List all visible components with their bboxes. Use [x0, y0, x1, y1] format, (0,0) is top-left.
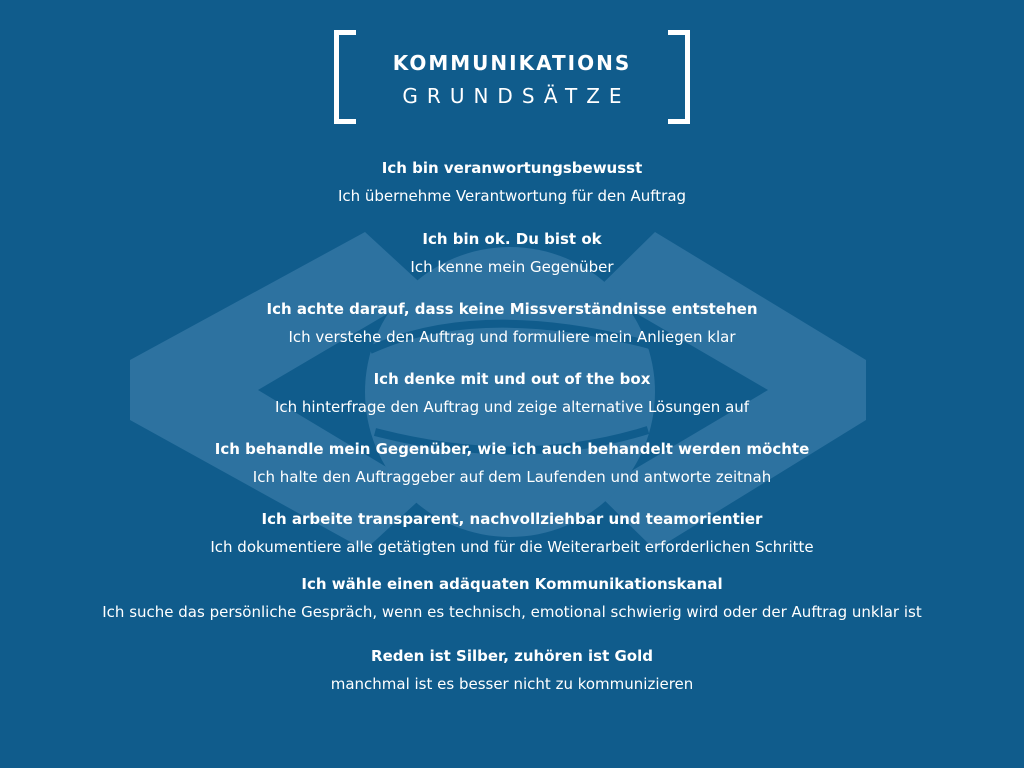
- principle-item: [0, 158, 1024, 206]
- page-title: KOMMUNIKATIONS: [392, 51, 632, 75]
- principle-heading: Ich bin veranwortungsbewusst: [381, 159, 643, 177]
- principle-description: manchmal ist es besser nicht zu kommunizieren: [330, 675, 694, 693]
- principle-heading: Ich wähle einen adäquaten Kommunikationskanal: [301, 575, 723, 593]
- principle-item: [0, 299, 1024, 347]
- principle-item: [0, 229, 1024, 277]
- principle-item: [0, 369, 1024, 417]
- principle-heading: Ich denke mit und out of the box: [373, 370, 651, 388]
- principle-item: [0, 439, 1024, 487]
- principle-description: Ich kenne mein Gegenüber: [410, 258, 614, 276]
- principle-item: [0, 574, 1024, 622]
- principle-description: Ich übernehme Verantwortung für den Auftrag: [337, 187, 687, 205]
- principle-description: Ich verstehe den Auftrag und formuliere mein Anliegen klar: [288, 328, 736, 346]
- principle-description: Ich halte den Auftraggeber auf dem Laufenden und antworte zeitnah: [252, 468, 772, 486]
- principle-heading: Ich behandle mein Gegenüber, wie ich auch behandelt werden möchte: [214, 440, 810, 458]
- principle-heading: Reden ist Silber, zuhören ist Gold: [371, 647, 653, 665]
- principle-heading: Ich achte darauf, dass keine Missverständnisse entstehen: [266, 300, 758, 318]
- principle-item: [0, 509, 1024, 557]
- principle-description: Ich suche das persönliche Gespräch, wenn es technisch, emotional schwierig wird oder der Auftrag unklar ist: [102, 603, 922, 621]
- principle-heading: Ich bin ok. Du bist ok: [422, 230, 602, 248]
- principle-item: [0, 646, 1024, 694]
- principle-description: Ich dokumentiere alle getätigten und für die Weiterarbeit erforderlichen Schritte: [210, 538, 814, 556]
- page-subtitle: GRUNDSÄTZE: [402, 84, 631, 108]
- principle-heading: Ich arbeite transparent, nachvollziehbar und teamorientier: [261, 510, 763, 528]
- principle-description: Ich hinterfrage den Auftrag und zeige alternative Lösungen auf: [274, 398, 750, 416]
